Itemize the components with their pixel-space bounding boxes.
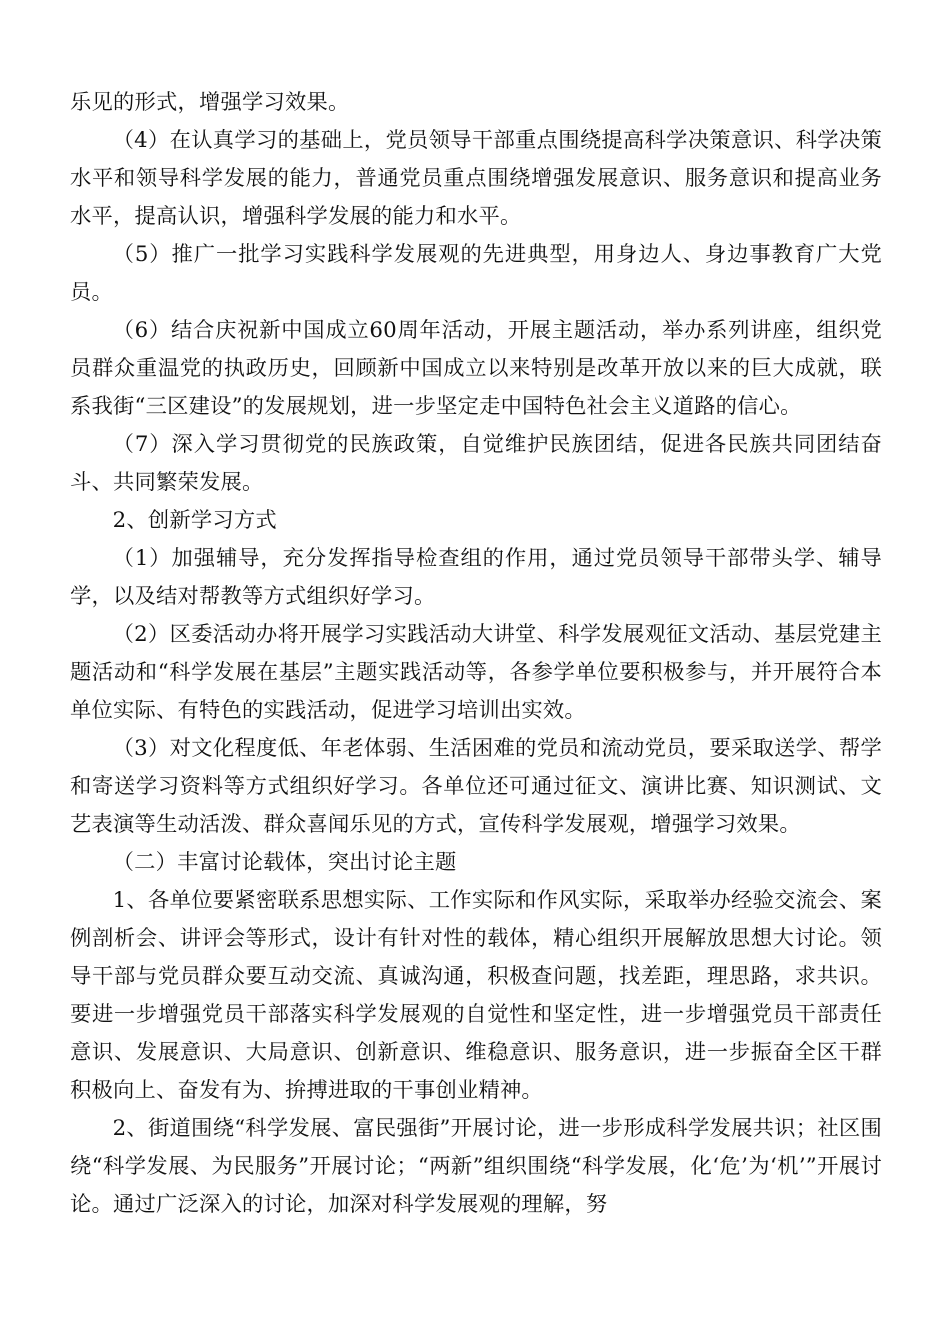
paragraph: （二）丰富讨论载体，突出讨论主题 (112, 850, 457, 875)
paragraph: 乐见的形式，增强学习效果。 (70, 90, 350, 115)
paragraph: 1、各单位要紧密联系思想实际、工作实际和作风实际，采取举办经验交流会、案例剖析会、讲评会等形式，设计有针对性的载体，精心组织开展解放思想大讨论。领导干部与党员群众要互动交流、真诚沟通，积极查问题，找差距，理思路，求共识。要进一步增强党员干部落实科学发展观的自觉性和坚定性，进一步增强党员干部责任意识、发展意识、大局意识、创新意识、维稳意识、服务意识，进一步振奋全区干群积极向上、奋发有为、拚搏进取的干事创业精神。 (70, 888, 882, 1103)
paragraph: （7）深入学习贯彻党的民族政策，自觉维护民族团结，促进各民族共同团结奋斗、共同繁荣发展。 (70, 432, 882, 495)
paragraph: （5）推广一批学习实践科学发展观的先进典型，用身边人、身边事教育广大党员。 (70, 242, 882, 305)
paragraph: （2）区委活动办将开展学习实践活动大讲堂、科学发展观征文活动、基层党建主题活动和“科学发展在基层”主题实践活动等，各参学单位要积极参与，并开展符合本单位实际、有特色的实践活动，促进学习培训出实效。 (70, 622, 882, 723)
paragraph: （3）对文化程度低、年老体弱、生活困难的党员和流动党员，要采取送学、帮学和寄送学习资料等方式组织好学习。各单位还可通过征文、演讲比赛、知识测试、文艺表演等生动活泼、群众喜闻乐见的方式，宣传科学发展观，增强学习效果。 (70, 736, 882, 837)
paragraph: （1）加强辅导，充分发挥指导检查组的作用，通过党员领导干部带头学、辅导学，以及结对帮教等方式组织好学习。 (70, 546, 882, 609)
paragraph: 2、创新学习方式 (112, 508, 277, 533)
document-page (70, 84, 882, 1224)
paragraph: （4）在认真学习的基础上，党员领导干部重点围绕提高科学决策意识、科学决策水平和领导科学发展的能力，普通党员重点围绕增强发展意识、服务意识和提高业务水平，提高认识，增强科学发展的能力和水平。 (70, 128, 882, 229)
paragraph: （6）结合庆祝新中国成立60周年活动，开展主题活动，举办系列讲座，组织党员群众重温党的执政历史，回顾新中国成立以来特别是改革开放以来的巨大成就，联系我街“三区建设”的发展规划，进一步坚定走中国特色社会主义道路的信心。 (70, 318, 882, 419)
paragraph: 2、街道围绕“科学发展、富民强街”开展讨论，进一步形成科学发展共识；社区围绕“科学发展、为民服务”开展讨论；“两新”组织围绕“科学发展，化‘危’为‘机’”开展讨论。通过广泛深入的讨论，加深对科学发展观的理解，努 (70, 1116, 882, 1217)
